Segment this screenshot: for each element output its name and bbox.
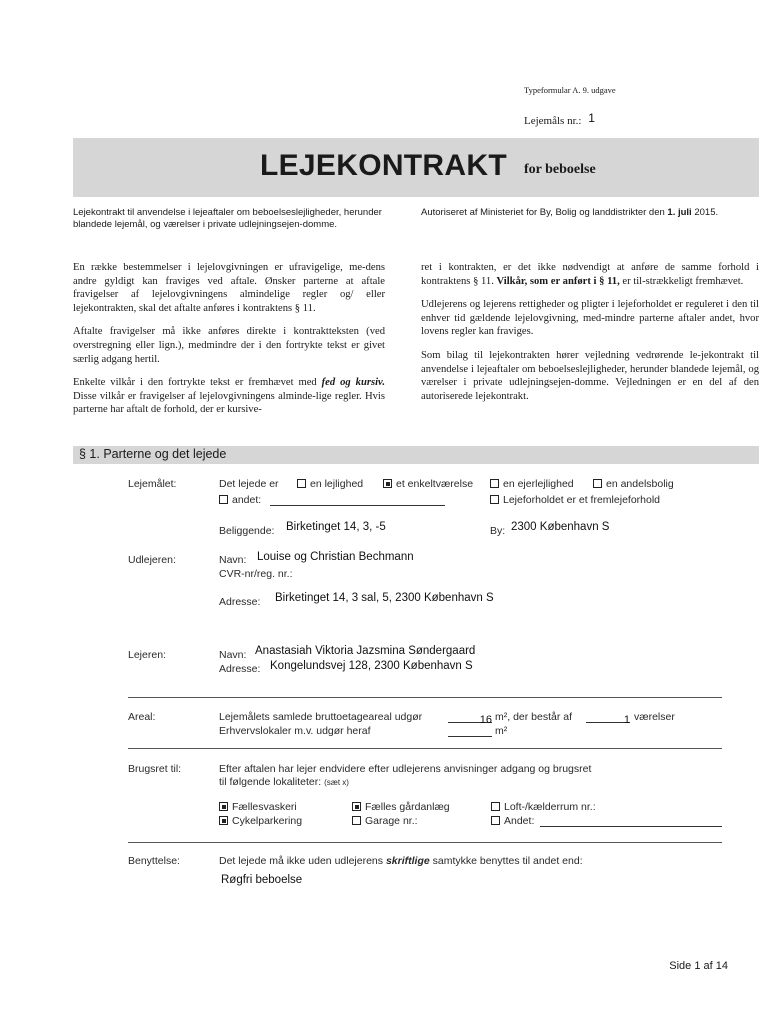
udlejeren-label: Udlejeren: xyxy=(128,554,176,566)
body-text: Disse vilkår er fravigelser af lejelovgivningens alminde-lige regler. Hvis parterne har aftalt de forhold, der er kursive- xyxy=(73,390,385,416)
body-right-column xyxy=(421,261,759,413)
body-paragraph: Aftalte fravigelser må ikke anføres direkte i kontraktteksten (ved overstregning eller lign.), medmindre der i den fortrykte tekst er givet særlig adgang hertil. xyxy=(73,326,385,365)
option-cykel[interactable] xyxy=(219,815,302,827)
section-heading xyxy=(73,446,759,464)
page-number: Side 1 af 14 xyxy=(669,960,728,972)
udl-adresse-value[interactable]: Birketinget 14, 3 sal, 5, 2300 København S xyxy=(275,592,494,604)
body-paragraph: Som bilag til lejekontrakten hører vejledning vedrørende le-jekontrakt til anvendelse i lejeaftaler om beboelseslejligheder, herunder blandede lejemål, og værelser i private udlejningsejen-domme. Vejledningen er en del af den autoriserede lejekontrakt. xyxy=(421,349,759,402)
body-left-column xyxy=(73,261,385,427)
checkbox-icon[interactable] xyxy=(297,479,306,488)
udl-cvr-label: CVR-nr/reg. nr.: xyxy=(219,568,293,580)
intro-right xyxy=(421,207,751,219)
erhverv-text: Erhvervslokaler m.v. udgør heraf xyxy=(219,725,371,737)
divider xyxy=(128,748,722,749)
lej-navn-label: Navn: xyxy=(219,649,247,661)
body-text: Enkelte vilkår i den fortrykte tekst er fremhævet med xyxy=(73,377,322,389)
lejeren-label: Lejeren: xyxy=(128,649,166,661)
andet2-input-line[interactable] xyxy=(540,814,722,827)
benyttelse-post: samtykke benyttes til andet end: xyxy=(429,855,583,867)
form-version: Typeformular A. 9. udgave xyxy=(524,85,616,95)
option-label: Garage nr.: xyxy=(365,815,418,827)
body-emphasis: Vilkår, som er anført i § 11, xyxy=(496,275,620,287)
by-label: By: xyxy=(490,525,506,537)
by-value[interactable]: 2300 København S xyxy=(511,521,610,533)
option-fremleje[interactable] xyxy=(490,494,660,506)
lease-number xyxy=(524,113,595,127)
checkbox-icon[interactable] xyxy=(490,479,499,488)
brugsret-text-2 xyxy=(219,776,349,788)
lej-adresse-value[interactable]: Kongelundsvej 128, 2300 København S xyxy=(270,660,473,672)
areal-unit-text: m², der består af xyxy=(495,711,573,723)
benyttelse-value[interactable]: Røgfri beboelse xyxy=(221,874,303,886)
option-label: et enkeltværelse xyxy=(396,478,474,490)
benyttelse-pre: Det lejede må ikke uden udlejerens xyxy=(219,855,386,867)
udl-adresse-label: Adresse: xyxy=(219,596,261,608)
checkbox-checked-icon[interactable] xyxy=(352,802,361,811)
intro-right-date: 1. juli xyxy=(667,207,692,218)
option-loft[interactable] xyxy=(491,801,596,813)
checkbox-checked-icon[interactable] xyxy=(383,479,392,488)
lej-adresse-label: Adresse: xyxy=(219,663,261,675)
areal-input[interactable] xyxy=(448,710,492,726)
lease-number-value[interactable]: 1 xyxy=(588,111,595,125)
checkbox-icon[interactable] xyxy=(490,495,499,504)
brugsret-text-2-main: til følgende lokaliteter: xyxy=(219,776,322,788)
divider xyxy=(128,842,722,843)
option-lejlighed[interactable] xyxy=(297,478,363,490)
andet-input-line[interactable] xyxy=(270,493,445,506)
intro-left: Lejekontrakt til anvendelse i lejeaftaler om beboelseslejligheder, herunder blandede lejemål, og værelser i private udlejningsejen-domme. xyxy=(73,207,382,230)
areal-label: Areal: xyxy=(128,711,156,723)
body-paragraph: Udlejerens og lejerens rettigheder og pligter i lejeforholdet er reguleret i den til enhver tid gældende lejelovgivning, med-mindre parterne aftaler andet, hvor lovens regler kan fraviges. xyxy=(421,299,759,338)
option-faellesvaskeri[interactable] xyxy=(219,801,297,813)
brugsret-text: Efter aftalen har lejer endvidere efter udlejerens anvisninger adgang og brugsret xyxy=(219,763,592,775)
option-ejerlejlighed[interactable] xyxy=(490,478,574,490)
beliggende-label: Beliggende: xyxy=(219,525,275,537)
checkbox-icon[interactable] xyxy=(352,816,361,825)
areal-text: Lejemålets samlede bruttoetageareal udgør xyxy=(219,711,423,723)
udl-navn-label: Navn: xyxy=(219,554,247,566)
erhverv-unit: m² xyxy=(495,725,508,737)
option-andelsbolig[interactable] xyxy=(593,478,674,490)
benyttelse-label: Benyttelse: xyxy=(128,855,180,867)
erhverv-input[interactable] xyxy=(448,724,492,737)
udl-navn-value[interactable]: Louise og Christian Bechmann xyxy=(257,551,414,563)
intro-right-pre: Autoriseret af Ministeriet for By, Bolig og landdistrikter den xyxy=(421,207,668,218)
page-title: LEJEKONTRAKT xyxy=(260,149,507,182)
checkbox-icon[interactable] xyxy=(593,479,602,488)
body-text: er til-strækkeligt fremhævet. xyxy=(619,275,744,287)
option-gaardanlaeg[interactable] xyxy=(352,801,450,813)
option-enkeltvaerelse[interactable] xyxy=(383,478,473,490)
vaerelser-text: værelser xyxy=(634,711,675,723)
lease-number-label: Lejemåls nr.: xyxy=(524,115,582,127)
body-paragraph: En række bestemmelser i lejelovgivningen er ufravigelige, me-dens andre gyldigt kan fraviges ved aftale. Ønsker parterne at aftale fravigelser af lejelovgivningens almindelige regler og/ eller lejekontrakten, skal det aftalte anføres i kontraktens § 11. xyxy=(73,262,385,314)
brugsret-label: Brugsret til: xyxy=(128,763,182,775)
title-band xyxy=(73,138,759,197)
checkbox-icon[interactable] xyxy=(219,495,228,504)
body-emphasis: fed og kursiv. xyxy=(321,377,385,389)
beliggende-value[interactable]: Birketinget 14, 3, -5 xyxy=(286,521,386,533)
checkbox-checked-icon[interactable] xyxy=(219,816,228,825)
intro-right-post: 2015. xyxy=(691,207,719,218)
option-garage[interactable] xyxy=(352,815,418,827)
option-label: en andelsbolig xyxy=(606,478,674,490)
option-label: en ejerlejlighed xyxy=(503,478,574,490)
option-label: Cykelparkering xyxy=(232,815,303,827)
body-paragraph xyxy=(73,376,385,417)
lejemaalet-label: Lejemålet: xyxy=(128,478,177,490)
benyttelse-text xyxy=(219,855,583,867)
checkbox-icon[interactable] xyxy=(491,802,500,811)
body-text: ret i kontrakten, er det ikke nødvendigt at anføre de samme forhold i kontraktens § 11. xyxy=(421,262,759,287)
checkbox-checked-icon[interactable] xyxy=(219,802,228,811)
vaerelser-input[interactable] xyxy=(586,710,630,726)
divider xyxy=(128,697,722,698)
option-label: Loft-/kælderrum nr.: xyxy=(504,801,596,813)
section-heading-text: § 1. Parterne og det lejede xyxy=(79,447,227,461)
option-andet2[interactable] xyxy=(491,815,534,827)
option-label: Fælles gårdanlæg xyxy=(365,801,450,813)
body-paragraph xyxy=(421,261,759,288)
option-label: Fællesvaskeri xyxy=(232,801,297,813)
lej-navn-value[interactable]: Anastasiah Viktoria Jazsmina Søndergaard xyxy=(255,645,476,657)
page-subtitle: for beboelse xyxy=(524,162,596,177)
option-andet[interactable] xyxy=(219,494,261,506)
benyttelse-emphasis: skriftlige xyxy=(385,855,430,867)
option-label: Lejeforholdet er et fremlejeforhold xyxy=(503,494,661,506)
option-label: en lejlighed xyxy=(310,478,364,490)
checkbox-icon[interactable] xyxy=(491,816,500,825)
det-lejede-er-text: Det lejede er xyxy=(219,478,279,490)
option-label: Andet: xyxy=(504,815,535,827)
option-label: andet: xyxy=(232,494,262,506)
brugsret-hint: (sæt x) xyxy=(324,778,349,787)
areal-value: 16 xyxy=(479,714,492,726)
vaerelser-value: 1 xyxy=(623,714,630,726)
